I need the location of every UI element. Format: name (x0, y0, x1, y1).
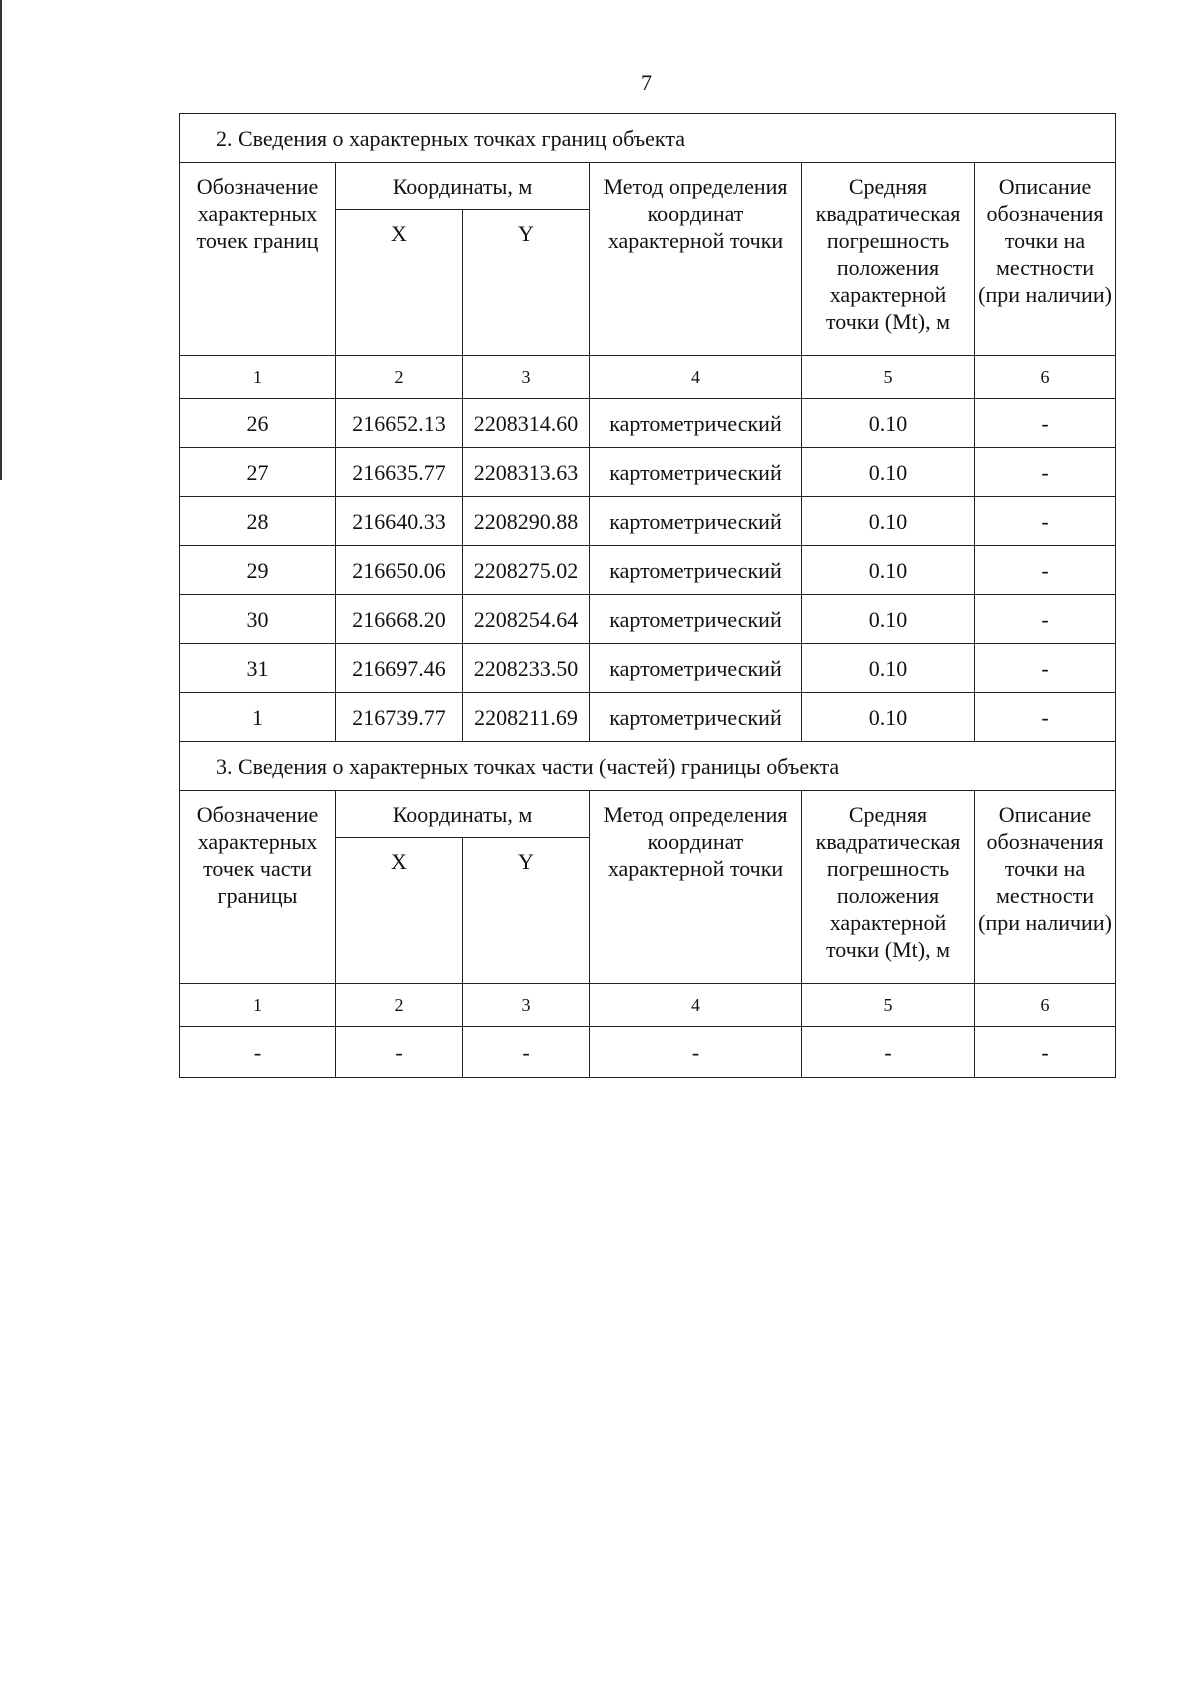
column-number: 1 (180, 356, 336, 399)
cell-error: 0.10 (802, 546, 975, 595)
header-description: Описание обозначения точки на местности (при наличии) (975, 163, 1116, 356)
section3-title: 3. Сведения о характерных точках части (частей) границы объекта (180, 742, 1116, 791)
cell-y: - (463, 1027, 590, 1078)
cell-point: 31 (180, 644, 336, 693)
cell-x: 216739.77 (336, 693, 463, 742)
cell-desc: - (975, 595, 1116, 644)
table-row (180, 595, 1116, 644)
cell-y: 2208211.69 (463, 693, 590, 742)
header-designation: Обозначение характерных точек границ (180, 163, 336, 356)
header-coords: Координаты, м (336, 163, 590, 210)
cell-error: 0.10 (802, 399, 975, 448)
cell-method: картометрический (590, 399, 802, 448)
header-x: X (336, 838, 463, 984)
cell-method: картометрический (590, 546, 802, 595)
cell-y: 2208290.88 (463, 497, 590, 546)
section2-header-row (180, 163, 1116, 210)
cell-point: - (180, 1027, 336, 1078)
cell-desc: - (975, 1027, 1116, 1078)
cell-x: 216697.46 (336, 644, 463, 693)
section2-title-row (180, 114, 1116, 163)
cell-point: 1 (180, 693, 336, 742)
column-number: 3 (463, 356, 590, 399)
column-number: 3 (463, 984, 590, 1027)
cell-point: 27 (180, 448, 336, 497)
column-number: 4 (590, 356, 802, 399)
column-number: 5 (802, 984, 975, 1027)
header-method: Метод определения координат характерной точки (590, 163, 802, 356)
cell-error: 0.10 (802, 595, 975, 644)
table-row (180, 1027, 1116, 1078)
cell-error: 0.10 (802, 448, 975, 497)
cell-x: 216652.13 (336, 399, 463, 448)
cell-x: 216650.06 (336, 546, 463, 595)
cell-error: 0.10 (802, 644, 975, 693)
cell-y: 2208275.02 (463, 546, 590, 595)
header-y: Y (463, 210, 590, 356)
header-method: Метод определения координат характерной точки (590, 791, 802, 984)
cell-method: картометрический (590, 644, 802, 693)
cell-x: 216635.77 (336, 448, 463, 497)
cell-desc: - (975, 693, 1116, 742)
table-row (180, 497, 1116, 546)
header-error: Средняя квадратическая погрешность положения характерной точки (Mt), м (802, 791, 975, 984)
header-y: Y (463, 838, 590, 984)
table-row (180, 546, 1116, 595)
cell-y: 2208313.63 (463, 448, 590, 497)
cell-point: 29 (180, 546, 336, 595)
cell-desc: - (975, 399, 1116, 448)
column-number: 6 (975, 356, 1116, 399)
section2-column-numbers (180, 356, 1116, 399)
page-number: 7 (641, 70, 652, 95)
column-number: 4 (590, 984, 802, 1027)
column-number: 6 (975, 984, 1116, 1027)
cell-error: 0.10 (802, 497, 975, 546)
cell-point: 30 (180, 595, 336, 644)
column-number: 5 (802, 356, 975, 399)
cell-y: 2208254.64 (463, 595, 590, 644)
header-coords: Координаты, м (336, 791, 590, 838)
cell-point: 28 (180, 497, 336, 546)
cell-error: 0.10 (802, 693, 975, 742)
cell-method: - (590, 1027, 802, 1078)
cell-y: 2208233.50 (463, 644, 590, 693)
section3-title-row (180, 742, 1116, 791)
cell-method: картометрический (590, 448, 802, 497)
cell-desc: - (975, 448, 1116, 497)
section2-title: 2. Сведения о характерных точках границ объекта (180, 114, 1116, 163)
cell-x: 216668.20 (336, 595, 463, 644)
column-number: 2 (336, 984, 463, 1027)
table-row (180, 693, 1116, 742)
cell-x: 216640.33 (336, 497, 463, 546)
cell-error: - (802, 1027, 975, 1078)
cell-x: - (336, 1027, 463, 1078)
cell-y: 2208314.60 (463, 399, 590, 448)
cell-point: 26 (180, 399, 336, 448)
cell-method: картометрический (590, 595, 802, 644)
column-number: 1 (180, 984, 336, 1027)
points-table (179, 113, 1116, 1078)
table-row (180, 448, 1116, 497)
header-designation: Обозначение характерных точек части границы (180, 791, 336, 984)
header-error: Средняя квадратическая погрешность положения характерной точки (Mt), м (802, 163, 975, 356)
cell-desc: - (975, 497, 1116, 546)
cell-method: картометрический (590, 693, 802, 742)
cell-desc: - (975, 644, 1116, 693)
table-row (180, 644, 1116, 693)
header-description: Описание обозначения точки на местности (при наличии) (975, 791, 1116, 984)
table-row (180, 399, 1116, 448)
column-number: 2 (336, 356, 463, 399)
cell-method: картометрический (590, 497, 802, 546)
header-x: X (336, 210, 463, 356)
section3-header-row (180, 791, 1116, 838)
cell-desc: - (975, 546, 1116, 595)
section3-column-numbers (180, 984, 1116, 1027)
